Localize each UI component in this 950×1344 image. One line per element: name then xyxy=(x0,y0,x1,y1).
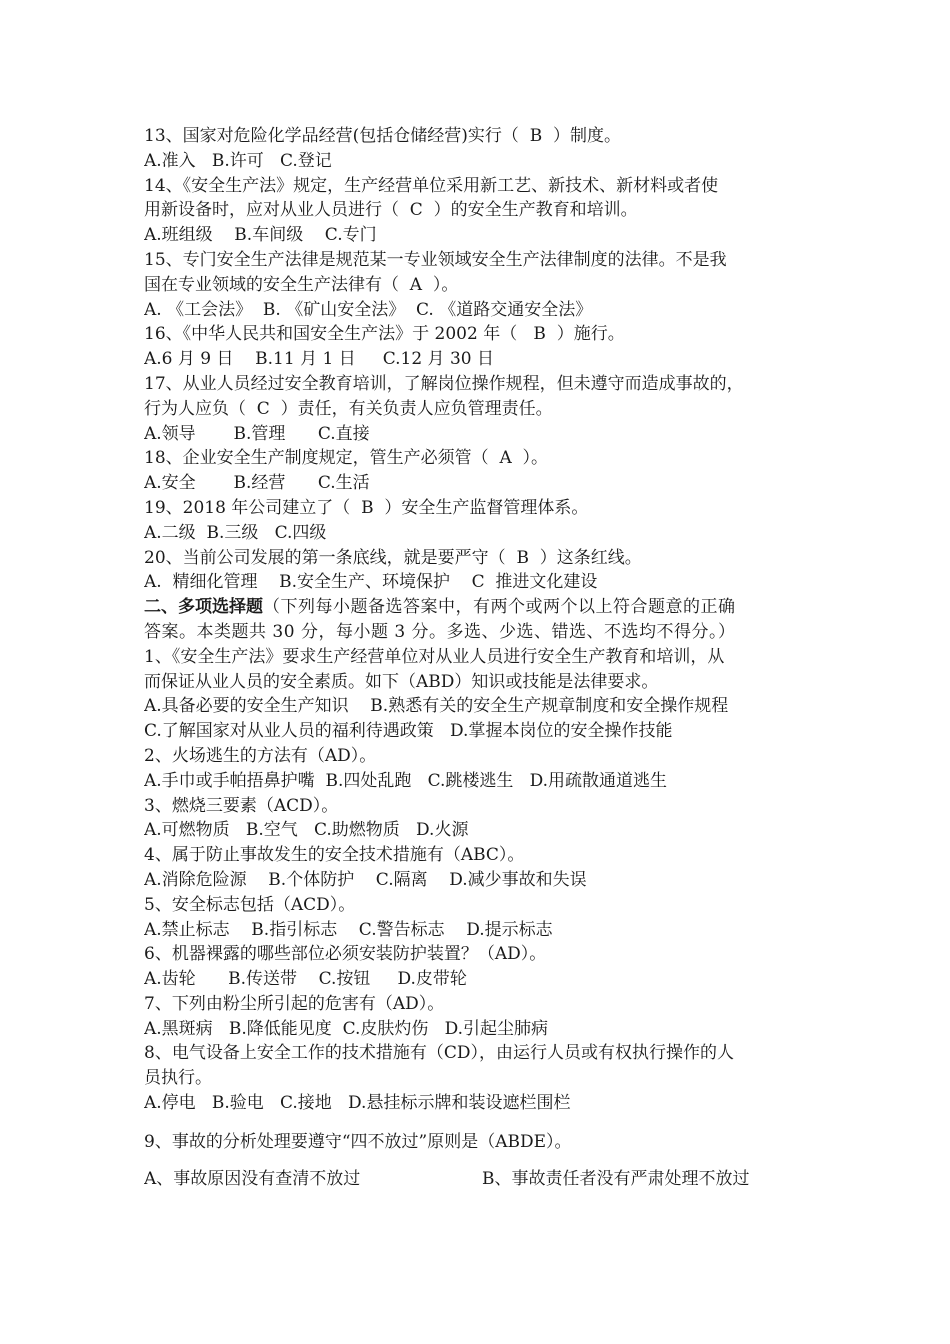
mq8-text-1: 8、电气设备上安全工作的技术措施有（CD），由运行人员或有权执行操作的人 xyxy=(144,1043,734,1064)
mq7-text: 7、下列由粉尘所引起的危害有（AD）。 xyxy=(144,993,445,1014)
document-body xyxy=(144,124,816,1191)
section-2-note-1: （下列每小题备选答案中，有两个或两个以上符合题意的正确 xyxy=(263,597,736,618)
spacer xyxy=(144,1155,816,1167)
q19-options: A.二级 B.三级 C.四级 xyxy=(144,522,327,543)
section-2-heading: 二、多项选择题 xyxy=(144,597,263,618)
mq3-text: 3、燃烧三要素（ACD）。 xyxy=(144,795,339,816)
section-2-note-2: 答案。本类题共 30 分，每小题 3 分。多选、少选、错选、不选均不得分。） xyxy=(144,621,736,642)
mq1-options-2: C.了解国家对从业人员的福利待遇政策 D.掌握本岗位的安全操作技能 xyxy=(144,721,673,742)
mq1-text-1: 1、《安全生产法》要求生产经营单位对从业人员进行安全生产教育和培训，从 xyxy=(144,646,725,667)
mq7-options: A.黑斑病 B.降低能见度 C.皮肤灼伤 D.引起尘肺病 xyxy=(144,1018,549,1039)
mq9-option-b: B、事故责任者没有严肃处理不放过 xyxy=(482,1168,750,1189)
q20-text: 20、当前公司发展的第一条底线，就是要严守（ B ）这条红线。 xyxy=(144,547,642,568)
mq3-options: A.可燃物质 B.空气 C.助燃物质 D.火源 xyxy=(144,820,469,841)
mq1-options-1: A.具备必要的安全生产知识 B.熟悉有关的安全生产规章制度和安全操作规程 xyxy=(144,696,729,717)
mq6-options: A.齿轮 B.传送带 C.按钮 D.皮带轮 xyxy=(144,969,467,990)
mq9-option-a: A、事故原因没有查清不放过 xyxy=(144,1168,361,1189)
mq8-options: A.停电 B.验电 C.接地 D.悬挂标示牌和装设遮栏围栏 xyxy=(144,1093,571,1114)
q19-text: 19、2018 年公司建立了（ B ）安全生产监督管理体系。 xyxy=(144,497,589,518)
mq2-text: 2、火场逃生的方法有（AD）。 xyxy=(144,745,377,766)
spacer xyxy=(144,1116,816,1130)
q16-options: A.6 月 9 日 B.11 月 1 日 C.12 月 30 日 xyxy=(144,349,494,370)
q15-text-1: 15、专门安全生产法律是规范某一专业领域安全生产法律制度的法律。不是我 xyxy=(144,249,727,270)
mq5-options: A.禁止标志 B.指引标志 C.警告标志 D.提示标志 xyxy=(144,919,553,940)
q16-text: 16、《中华人民共和国安全生产法》于 2002 年（ B ）施行。 xyxy=(144,324,625,345)
mq4-text: 4、属于防止事故发生的安全技术措施有（ABC）。 xyxy=(144,845,525,866)
q13-text: 13、国家对危险化学品经营(包括仓储经营)实行（ B ）制度。 xyxy=(144,126,622,146)
q18-text: 18、企业安全生产制度规定，管生产必须管（ A ）。 xyxy=(144,448,549,469)
q17-options: A.领导 B.管理 C.直接 xyxy=(144,423,370,444)
section-2-header xyxy=(144,595,816,620)
q18-options: A.安全 B.经营 C.生活 xyxy=(144,473,370,494)
mq9-text: 9、事故的分析处理要遵守“四不放过”原则是（ABDE）。 xyxy=(144,1131,572,1152)
q13-options: A.准入 B.许可 C.登记 xyxy=(144,150,332,171)
mq4-options: A.消除危险源 B.个体防护 C.隔离 D.减少事故和失误 xyxy=(144,869,587,890)
q14-text-1: 14、《安全生产法》规定，生产经营单位采用新工艺、新技术、新材料或者使 xyxy=(144,175,719,196)
q14-options: A.班组级 B.车间级 C.专门 xyxy=(144,225,377,246)
q17-text-1: 17、从业人员经过安全教育培训，了解岗位操作规程，但未遵守而造成事故的， xyxy=(144,373,744,394)
q20-options: A. 精细化管理 B.安全生产、环境保护 C 推进文化建设 xyxy=(144,572,598,593)
q15-text-2: 国在专业领域的安全生产法律有（ A ）。 xyxy=(144,274,459,295)
mq6-text: 6、机器裸露的哪些部位必须安装防护装置？（AD）。 xyxy=(144,944,547,965)
q17-text-2: 行为人应负（ C ）责任，有关负责人应负管理责任。 xyxy=(144,398,553,419)
mq1-text-2: 而保证从业人员的安全素质。如下（ABD）知识或技能是法律要求。 xyxy=(144,671,659,692)
mq2-options: A.手巾或手帕捂鼻护嘴 B.四处乱跑 C.跳楼逃生 D.用疏散通道逃生 xyxy=(144,770,668,791)
mq5-text: 5、安全标志包括（ACD）。 xyxy=(144,894,356,915)
q14-text-2: 用新设备时，应对从业人员进行（ C ）的安全生产教育和培训。 xyxy=(144,200,638,221)
mq8-text-2: 员执行。 xyxy=(144,1068,212,1089)
q15-options: A. 《工会法》 B. 《矿山安全法》 C. 《道路交通安全法》 xyxy=(144,299,593,320)
mq9-options xyxy=(144,1167,816,1192)
